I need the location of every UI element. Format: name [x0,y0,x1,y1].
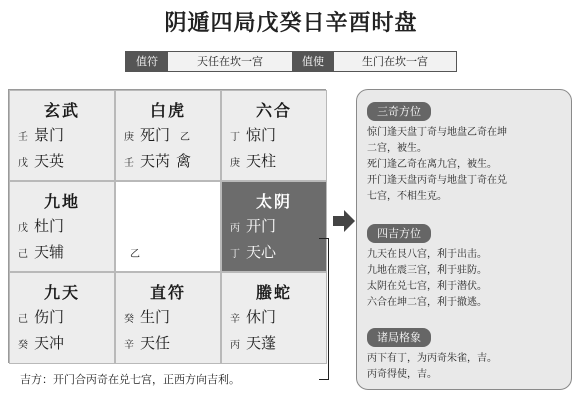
earth-stem: 辛 [124,340,134,351]
text-line: 七宫，不相生克。 [367,191,447,202]
palace-center [115,181,221,272]
section-title: 四吉方位 [367,224,431,243]
star: 天柱 [246,152,277,170]
palace-kan [115,272,221,364]
earth-stem: 戊 [18,158,28,169]
deity: 九地 [43,192,80,211]
text-line: 太阴在兑七宫，利于潜伏。 [367,281,487,292]
zhishi-label: 值使 [292,52,334,71]
duty-bar [125,51,457,72]
star: 天英 [34,152,65,170]
palace-xun [9,90,115,181]
section-patterns [367,326,567,383]
heaven-stem: 庚 [124,132,134,143]
palace-li [115,90,221,181]
center-stem: 乙 [130,249,140,260]
heaven-stem: 丁 [230,132,240,143]
door: 休门 [246,308,277,326]
door: 景门 [34,126,65,144]
text-line: 二宫，被生。 [367,143,427,154]
door: 杜门 [34,217,65,235]
text-line: 六合在坤二宫，利于撤逃。 [367,297,487,308]
star: 天蓬 [246,334,277,352]
text-line: 丙奇得使，吉。 [367,369,437,380]
section-title: 三奇方位 [367,102,431,121]
text-line: 丙下有丁，为丙奇朱雀，吉。 [367,353,497,364]
deity: 六合 [255,101,292,120]
palace-zhen [9,181,115,272]
palace-grid [8,89,326,363]
text-line: 惊门逢天盘丁奇与地盘乙奇在坤 [367,127,507,138]
earth-stem: 壬 [124,158,134,169]
palace-qian [221,272,327,364]
arrow-right-icon [333,210,355,232]
heaven-stem: 癸 [124,314,134,325]
palace-kun [221,90,327,181]
text-line: 开门逢天盘丙奇与地盘丁奇在兑 [367,175,507,186]
star: 天辅 [34,243,65,261]
heaven-stem: 丙 [230,223,240,234]
door: 死门 [140,126,171,144]
door: 开门 [246,217,277,235]
deity: 九天 [43,283,80,302]
star: 天心 [246,243,277,261]
text-line: 九天在艮八宫，利于出击。 [367,249,487,260]
earth-stem: 癸 [18,340,28,351]
earth-stem: 丙 [230,340,240,351]
earth-stem: 己 [18,249,28,260]
heaven-stem: 己 [18,314,28,325]
section-four-auspicious [367,222,567,311]
text-line: 死门逢乙奇在离九宫，被生。 [367,159,497,170]
deity: 白虎 [149,101,186,120]
deity: 太阴 [255,192,292,211]
section-title: 诸局格象 [367,328,431,347]
deity: 直符 [149,283,186,302]
earth-stem: 庚 [230,158,240,169]
palace-dui [221,181,327,272]
door: 生门 [140,308,171,326]
chart-title: 阴遁四局戊癸日辛酉时盘 [164,11,418,36]
star: 天任 [140,334,171,352]
star: 天冲 [34,334,65,352]
section-three-wonders [367,100,567,205]
auspicious-direction-note: 吉方：开门合丙奇在兑七宫，正西方向吉利。 [20,373,240,386]
extra-star: 禽 [176,152,192,170]
heaven-stem: 辛 [230,314,240,325]
deity: 螣蛇 [255,283,292,302]
text-line: 九地在震三宫，利于驻防。 [367,265,487,276]
earth-stem: 丁 [230,249,240,260]
star: 天芮 [140,152,171,170]
zhifu-value: 天任在坎一宫 [168,52,292,71]
zhifu-label: 值符 [126,52,168,71]
deity: 玄武 [43,101,80,120]
zhishi-value: 生门在坎一宫 [334,52,456,71]
heaven-stem: 壬 [18,132,28,143]
extra-stem: 乙 [180,132,191,143]
door: 惊门 [246,126,277,144]
analysis-panel [356,89,572,390]
door: 伤门 [34,308,65,326]
palace-gen [9,272,115,364]
bracket-line [319,238,329,380]
heaven-stem: 戊 [18,223,28,234]
